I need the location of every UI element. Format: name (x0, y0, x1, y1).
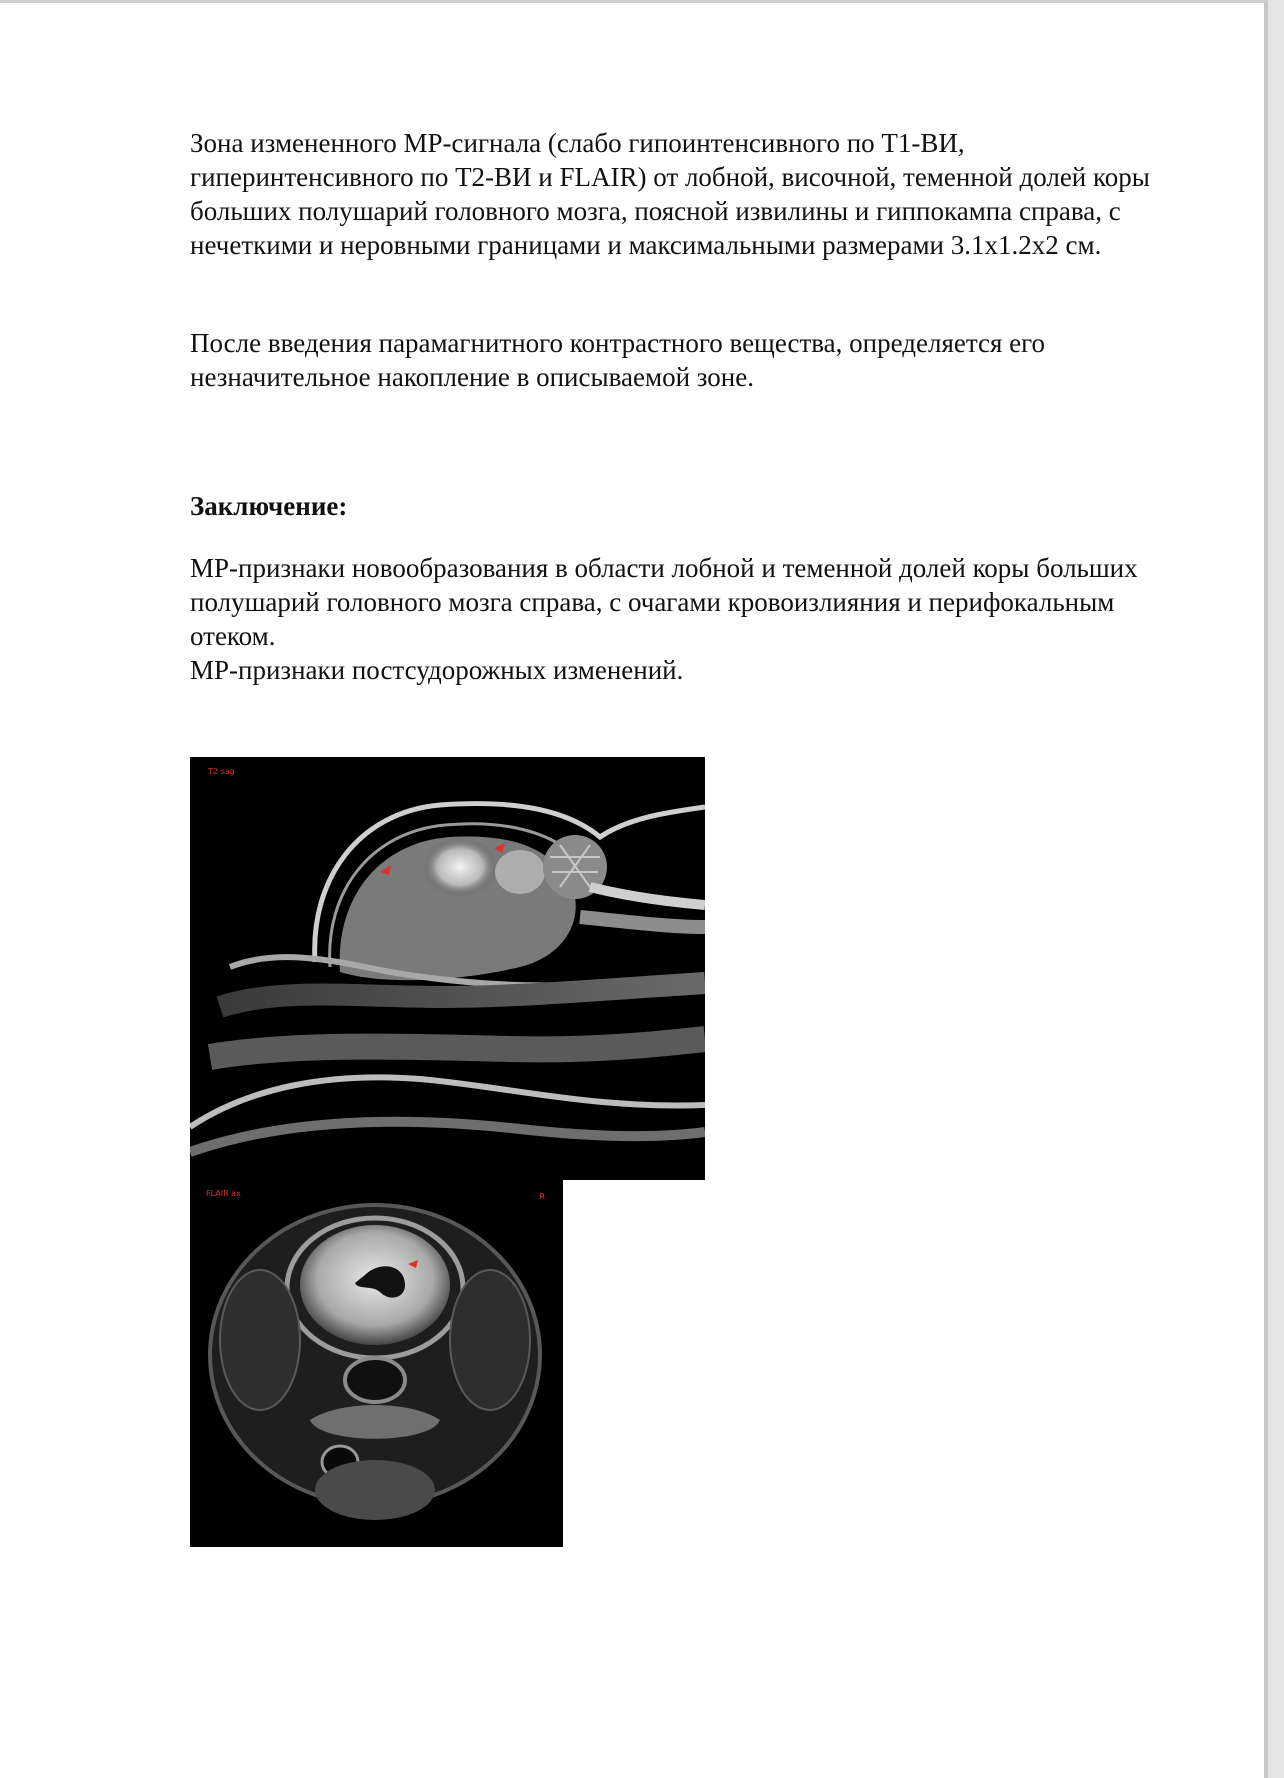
mri-sagittal-graphic (190, 757, 705, 1180)
contrast-paragraph: После введения парамагнитного контрастного вещества, определяется его незначительное накопление в описываемой зоне. (190, 328, 1046, 392)
mri-sagittal-label: T2 sag (208, 767, 235, 776)
mri-axial-image (190, 1180, 563, 1547)
mri-axial-graphic (190, 1180, 563, 1547)
mri-axial-label: FLAIR ax (206, 1189, 241, 1198)
conclusion-text (190, 551, 1190, 687)
mri-sagittal-image (190, 757, 705, 1180)
conclusion-line-2: МР-признаки постсудорожных изменений. (190, 655, 684, 685)
findings-paragraph: Зона измененного МР-сигнала (слабо гипоинтенсивного по Т1-ВИ, гиперинтенсивного по Т2-ВИ и FLAIR) от лобной, височной, теменной долей коры больших полушарий головного мозга, поясной извилины и гиппокампа справа, с нечеткими и неровными границами и максимальными размерами 3.1х1.2х2 см. (190, 128, 1150, 260)
conclusion-line-1: МР-признаки новообразования в области лобной и теменной долей коры больших полушарий головного мозга справа, с очагами кровоизлияния и перифокальным отеком. (190, 553, 1138, 651)
conclusion-heading: Заключение: (190, 491, 348, 521)
mri-axial-side-marker: R (539, 1192, 545, 1201)
